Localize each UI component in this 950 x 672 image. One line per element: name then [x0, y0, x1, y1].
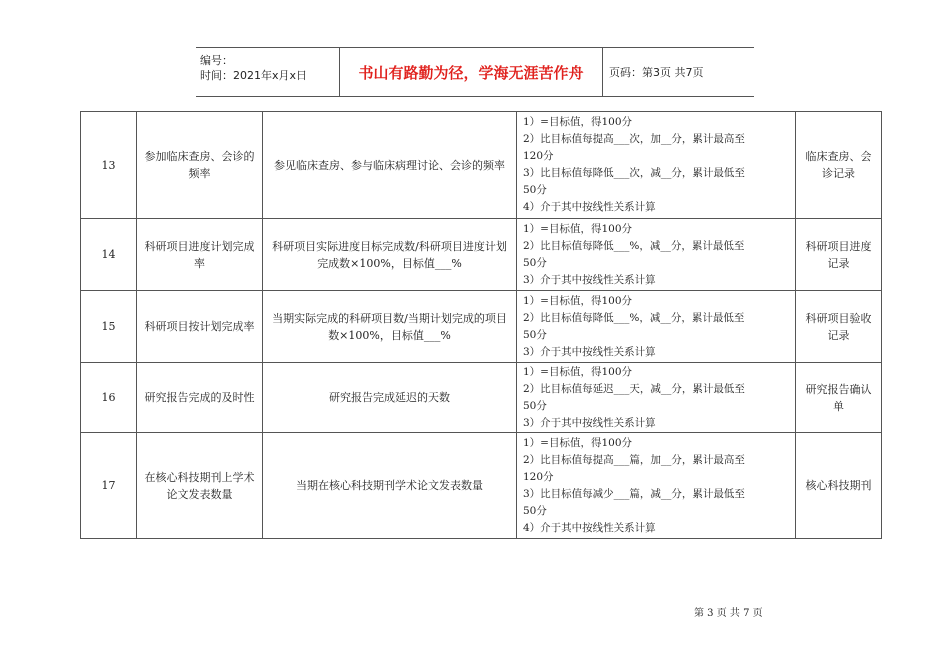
scoring-rule-line: 2）比目标值每提高___篇，加__分，累计最高至	[523, 453, 745, 466]
page-code: 页码：第3页 共7页	[609, 66, 704, 79]
number-label: 编号：	[200, 54, 233, 67]
scoring-rule-line: 50分	[523, 184, 547, 196]
scoring-rule-line: 50分	[523, 328, 547, 341]
row-number: 16	[81, 363, 137, 433]
scoring-rule-line: 120分	[523, 470, 554, 483]
scoring-rule-line: 1）=目标值，得100分	[523, 436, 633, 449]
time-label: 时间：2021年x月x日	[200, 69, 308, 82]
page-footer: 第 3 页 共 7 页	[694, 608, 763, 619]
data-source: 研究报告确认单	[796, 363, 882, 433]
table-row	[81, 291, 882, 363]
indicator-formula: 科研项目实际进度目标完成数/科研项目进度计划完成数×100%，目标值___%	[263, 219, 517, 291]
scoring-rule-line: 2）比目标值每降低___%，减__分，累计最低至	[523, 311, 745, 324]
scoring-rule-line: 50分	[523, 256, 547, 269]
table-row	[81, 433, 882, 539]
scoring-rule-line: 1）=目标值，得100分	[523, 294, 633, 307]
data-source: 临床查房、会诊记录	[796, 112, 882, 219]
scoring-rule-line: 3）比目标值每降低___次，减__分，累计最低至	[523, 167, 745, 179]
scoring-rule-line: 3）介于其中按线性关系计算	[523, 345, 656, 358]
table-row	[81, 112, 882, 219]
scoring-rule-line: 1）=目标值，得100分	[523, 365, 633, 378]
scoring-rules	[517, 112, 796, 219]
scoring-rule-line: 1）=目标值，得100分	[523, 222, 633, 235]
scoring-rules	[517, 363, 796, 433]
indicator-name: 研究报告完成的及时性	[137, 363, 263, 433]
data-source: 科研项目进度记录	[796, 219, 882, 291]
page-header	[196, 47, 754, 97]
indicator-formula: 当期实际完成的科研项目数/当期计划完成的项目数×100%，目标值___%	[263, 291, 517, 363]
row-number: 17	[81, 433, 137, 539]
indicator-formula: 研究报告完成延迟的天数	[263, 363, 517, 433]
row-number: 15	[81, 291, 137, 363]
row-number: 14	[81, 219, 137, 291]
indicator-formula: 当期在核心科技期刊学术论文发表数量	[263, 433, 517, 539]
motto: 书山有路勤为径，学海无涯苦作舟	[340, 48, 603, 96]
header-meta	[196, 48, 340, 96]
scoring-rules	[517, 433, 796, 539]
scoring-rules	[517, 291, 796, 363]
scoring-rule-line: 2）比目标值每延迟___天，减__分，累计最低至	[523, 382, 745, 395]
indicator-name: 科研项目进度计划完成率	[137, 219, 263, 291]
data-source: 科研项目验收记录	[796, 291, 882, 363]
kpi-table	[80, 111, 882, 539]
scoring-rule-line: 2）比目标值每降低___%，减__分，累计最低至	[523, 239, 745, 252]
scoring-rule-line: 120分	[523, 150, 554, 162]
scoring-rule-line: 4）介于其中按线性关系计算	[523, 521, 656, 534]
indicator-formula: 参见临床查房、参与临床病理讨论、会诊的频率	[263, 112, 517, 219]
scoring-rule-line: 2）比目标值每提高___次，加__分，累计最高至	[523, 133, 745, 145]
indicator-name: 在核心科技期刊上学术论文发表数量	[137, 433, 263, 539]
row-number: 13	[81, 112, 137, 219]
scoring-rule-line: 3）比目标值每减少___篇，减__分，累计最低至	[523, 487, 745, 500]
table-row	[81, 363, 882, 433]
scoring-rule-line: 50分	[523, 504, 547, 517]
scoring-rules	[517, 219, 796, 291]
table-row	[81, 219, 882, 291]
indicator-name: 参加临床查房、会诊的频率	[137, 112, 263, 219]
data-source: 核心科技期刊	[796, 433, 882, 539]
scoring-rule-line: 1）=目标值，得100分	[523, 116, 633, 128]
scoring-rule-line: 3）介于其中按线性关系计算	[523, 416, 656, 429]
indicator-name: 科研项目按计划完成率	[137, 291, 263, 363]
scoring-rule-line: 3）介于其中按线性关系计算	[523, 273, 656, 286]
scoring-rule-line: 4）介于其中按线性关系计算	[523, 201, 656, 213]
scoring-rule-line: 50分	[523, 399, 547, 412]
